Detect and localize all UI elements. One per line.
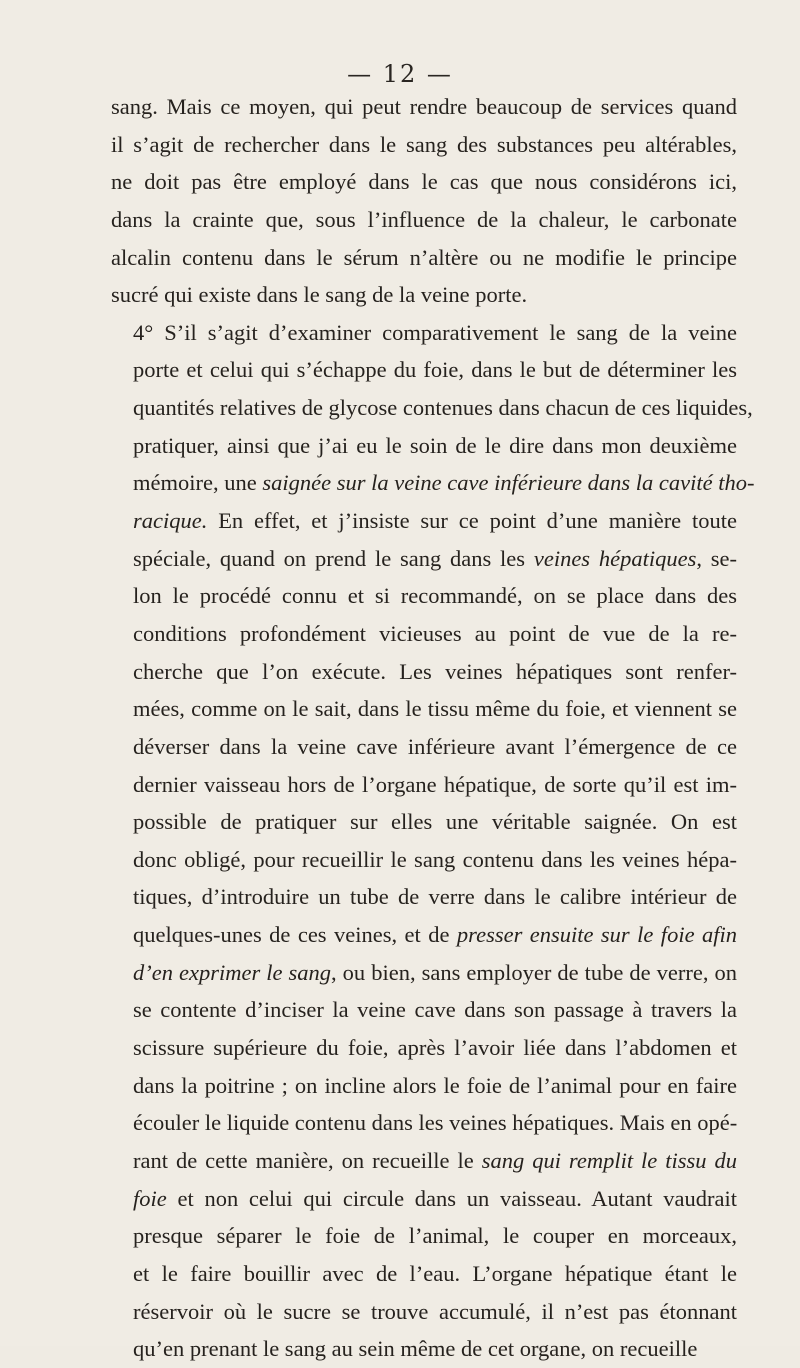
text-run: ne doit pas être employé dans le cas que nous considérons ici, [111,169,737,195]
text-run: presque séparer le foie de l’animal, le couper en morceaux, [133,1223,737,1249]
text-run: écouler le liquide contenu dans les veines hépatiques. Mais en opé- [133,1110,738,1136]
text-run: se contente d’inciser la veine cave dans son passage à travers la [133,997,737,1023]
text-run: quelques-unes de ces veines, et de [133,922,457,948]
text-line [111,615,737,653]
text-line [111,239,737,277]
text-run: , ou bien, sans employer de tube de verre, on [331,959,738,985]
text-line [111,991,737,1029]
text-run: dans la poitrine ; on incline alors le foie de l’animal pour en faire [133,1072,737,1098]
text-line [111,1255,737,1293]
text-run: déverser dans la veine cave inférieure avant l’émergence de ce [133,733,737,759]
italic-text: d’en exprimer le sang [133,959,332,985]
page-number: — 12 — [347,60,453,88]
text-run: alcalin contenu dans le sérum n’altère ou ne modifie le principe [111,244,737,270]
text-run: 4° S’il s’agit d’examiner comparativement le sang de la veine [133,319,737,345]
paragraph [111,314,755,1368]
text-run: sucré qui existe dans le sang de la veine porte. [111,282,528,308]
text-run: et non celui qui circule dans un vaisseau. Autant vaudrait [166,1185,737,1211]
italic-text: foie [133,1185,167,1211]
text-run: il s’agit de rechercher dans le sang des substances peu altérables, [111,131,737,157]
text-line [111,126,737,164]
text-line [111,464,755,502]
text-line [111,88,737,126]
text-run: En effet, et j’insiste sur ce point d’une manière toute [207,508,737,534]
text-run: sang. Mais ce moyen, qui peut rendre beaucoup de services quand [111,94,737,119]
italic-text: saignée sur la veine cave inférieure dans la cavité tho- [262,470,755,496]
text-run: conditions profondément vicieuses au point de vue de la re- [133,620,737,646]
text-line [111,690,737,728]
text-line [111,954,737,992]
text-line [111,728,737,766]
text-line [111,540,737,578]
text-run: possible de pratiquer sur elles une véritable saignée. On est [133,809,737,835]
text-line [111,577,737,615]
text-line [111,163,737,201]
text-run: mées, comme on le sait, dans le tissu même du foie, et viennent se [133,696,737,722]
text-line [111,389,753,427]
body-text [111,88,755,1368]
text-run: mémoire, une [133,470,263,496]
text-line [111,1104,737,1142]
text-line [111,878,737,916]
text-run: réservoir où le sucre se trouve accumulé, il n’est pas étonnant [133,1298,737,1324]
text-line [111,502,737,540]
text-run: dernier vaisseau hors de l’organe hépatique, de sorte qu’il est im- [133,771,737,797]
italic-text: sang qui remplit le tissu du [481,1147,737,1173]
text-line [111,766,737,804]
text-run: porte et celui qui s’échappe du foie, dans le but de déterminer les [133,357,737,383]
italic-text: racique. [133,508,208,534]
paragraph [111,88,737,314]
text-line [111,1293,737,1331]
text-run: donc obligé, pour recueillir le sang contenu dans les veines hépa- [133,846,737,872]
text-line [111,1330,737,1368]
text-line [111,1067,737,1105]
text-line [111,1180,737,1218]
text-run: , se- [696,545,737,571]
text-line [111,1029,737,1067]
text-line [111,351,737,389]
text-line [111,276,737,314]
text-run: lon le procédé connu et si recommandé, on se place dans des [133,583,737,609]
text-line [111,803,737,841]
text-line [111,1142,737,1180]
text-run: rant de cette manière, on recueille le [133,1147,482,1173]
text-run: dans la crainte que, sous l’influence de la chaleur, le carbonate [111,206,737,232]
italic-text: veines hépatiques [533,545,697,571]
text-run: pratiquer, ainsi que j’ai eu le soin de le dire dans mon deuxième [133,432,737,458]
text-run: et le faire bouillir avec de l’eau. L’organe hépatique étant le [133,1260,737,1286]
text-line [111,314,737,352]
text-line [111,1217,737,1255]
text-line [111,653,737,691]
text-run: scissure supérieure du foie, après l’avoir liée dans l’abdomen et [133,1035,737,1061]
text-line [111,841,737,879]
text-line [111,916,737,954]
text-run: tiques, d’introduire un tube de verre dans le calibre intérieur de [133,884,737,910]
text-run: quantités relatives de glycose contenues dans chacun de ces liquides, [133,395,753,421]
text-run: qu’en prenant le sang au sein même de cet organe, on recueille [133,1336,698,1362]
text-line [111,201,737,239]
text-line [111,427,737,465]
text-run: cherche que l’on exécute. Les veines hépatiques sont renfer- [133,658,737,684]
italic-text: presser ensuite sur le foie afin [456,922,737,948]
text-run: spéciale, quand on prend le sang dans les [133,545,534,571]
